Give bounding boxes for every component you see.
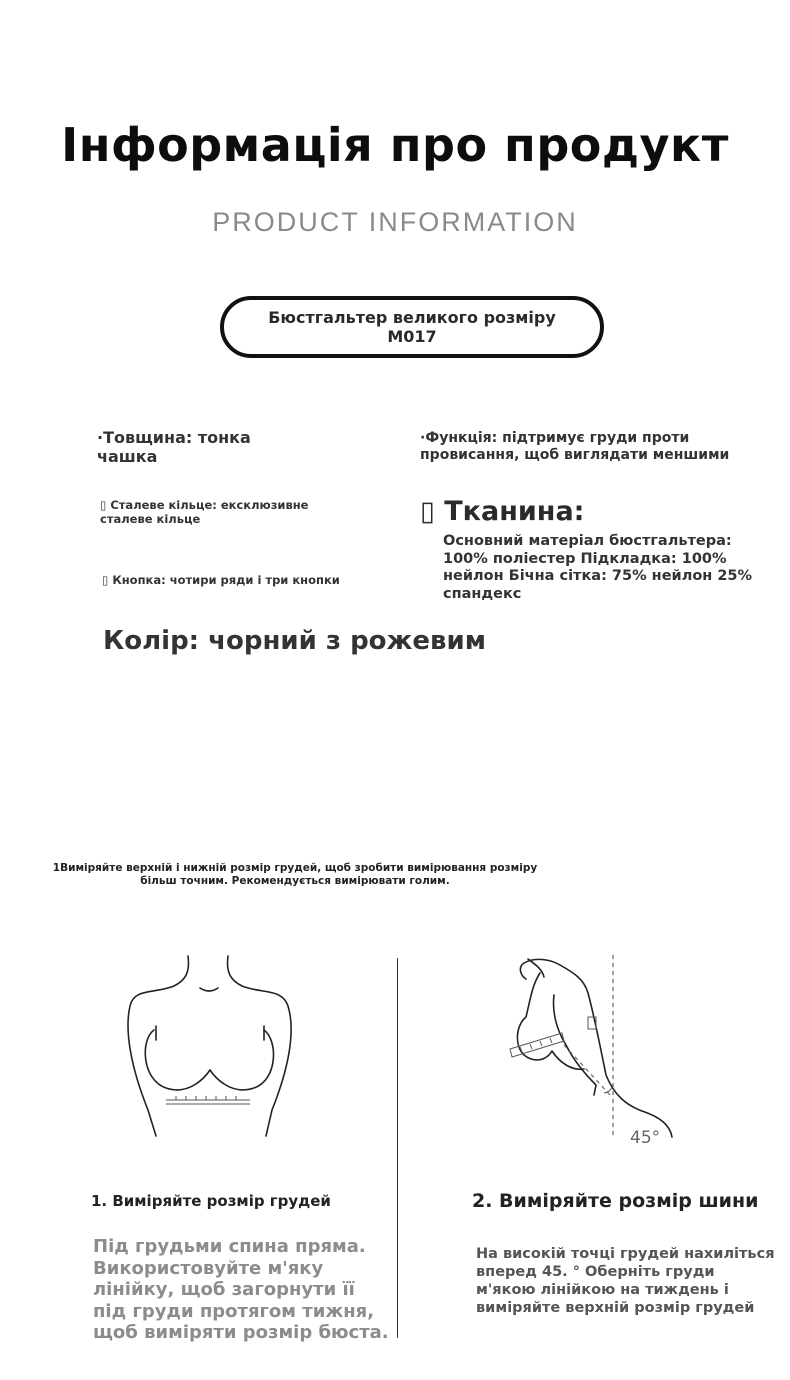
- spec-button: ▯ Кнопка: чотири ряди і три кнопки: [102, 573, 340, 587]
- step1-title: 1. Виміряйте розмір грудей: [91, 1192, 331, 1210]
- spec-thickness: ·Товщина: тонка чашка: [97, 428, 251, 466]
- product-model: M017: [387, 327, 437, 346]
- angle-label: 45°: [630, 1128, 661, 1148]
- step2-title: 2. Виміряйте розмір шини: [472, 1190, 759, 1212]
- step2-text: На високій точці грудей нахиліться вперед 45. ° Оберніть груди м'якою лінійкою на тиждень і виміряйте верхній розмір грудей: [476, 1246, 775, 1316]
- column-divider: [397, 958, 398, 1338]
- step1-text: Під грудьми спина пряма. Використовуйте м'яку лінійку, щоб загорнути її під груди протягом тижня, щоб виміряти розмір бюста.: [93, 1236, 389, 1343]
- spec-fabric-text: Основний матеріал бюстгальтера: 100% поліестер Підкладка: 100% нейлон Бічна сітка: 75% нейлон 25% спандекс: [443, 533, 753, 602]
- spec-function: ·Функція: підтримує груди проти провисання, щоб виглядати меншими: [420, 430, 730, 463]
- page-title: Інформація про продукт: [61, 118, 729, 172]
- front-measure-illustration: [120, 950, 310, 1145]
- spec-steel-ring: ▯ Сталеве кільце: ексклюзивне сталеве кільце: [100, 498, 309, 526]
- spec-fabric-title: ▯ Тканина:: [420, 496, 585, 527]
- page-subtitle: PRODUCT INFORMATION: [212, 207, 578, 237]
- measure-note: 1Виміряйте верхній і нижній розмір грудей, щоб зробити вимірювання розміру більш точним. Рекомендується вимірювати голим.: [52, 862, 538, 887]
- product-name: Бюстгальтер великого розміру: [268, 308, 556, 327]
- product-name-badge: [220, 296, 604, 358]
- spec-color: Колір: чорний з рожевим: [103, 626, 486, 656]
- side-measure-illustration: [500, 945, 690, 1150]
